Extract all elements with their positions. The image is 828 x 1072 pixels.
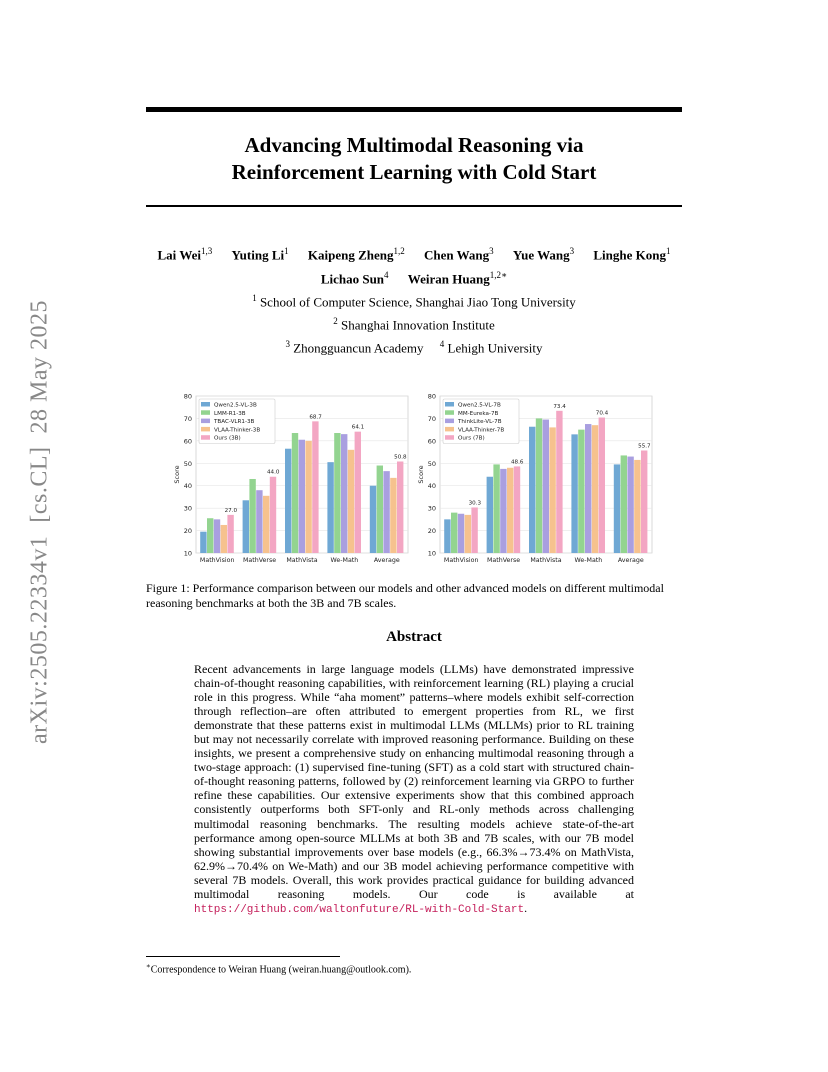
bar	[451, 513, 457, 553]
bar	[458, 514, 464, 553]
affiliation: $^3$ Zhongguancun Academy $^4$ Lehigh University	[285, 338, 543, 355]
abstract-text: Recent advancements in large language models (LLMs) have demonstrated impressive chain-of-thought reasoning capabilities, with reinforcement learning (RL) playing a crucial role in this progress. While “aha moment” patterns–where models exhibit self-correction through reflection–are often attributed to emergent properties from RL, we first demonstrate that these patterns exist in multimodal LLMs (MLLMs) prior to RL training but may not necessarily correlate with improved reasoning performance. Building on these insights, we present a comprehensive study on enhancing multimodal reasoning through a two-stage approach: (1) supervised fine-tuning (SFT) as a cold start with structured chain-of-thought reasoning patterns, followed by (2) reinforcement learning via GRPO to further refine these capabilities. Our extensive experiments show that this combined approach consistently outperforms both SFT-only and RL-only methods across challenging multimodal reasoning benchmarks. The resulting models achieve state-of-the-art performance among open-source MLLMs at both 3B and 7B scales, with our 7B model showing substantial improvements over base models (e.g., 66.3%→73.4% on MathVista, 62.9%→70.4% on We-Math) and our 3B model achieving performance competitive with several 7B models. Overall, this work provides practical guidance for building advanced multimodal reasoning models. Our code is available at	[194, 662, 634, 901]
bar	[200, 532, 206, 553]
affiliations	[140, 289, 688, 357]
y-tick-label: 40	[183, 482, 192, 491]
x-tick-label: MathVerse	[242, 557, 277, 564]
legend-swatch	[445, 402, 454, 407]
bar	[549, 427, 555, 553]
bar	[397, 461, 403, 553]
bar	[536, 418, 542, 553]
bar	[256, 490, 262, 553]
legend-label: TBAC-VLR1-3B	[214, 419, 255, 426]
affiliation: $^1$ School of Computer Science, Shanghai Jiao Tong University	[252, 293, 576, 310]
x-tick-label: MathVerse	[486, 557, 521, 564]
paper-title	[146, 132, 682, 186]
legend-label: MM-Eureka-7B	[458, 410, 499, 417]
bar	[305, 441, 311, 553]
legend-label: Qwen2.5-VL-7B	[458, 402, 501, 409]
bar	[383, 471, 389, 553]
bar	[507, 468, 513, 553]
legend-swatch	[201, 410, 210, 415]
bar	[227, 515, 233, 553]
bar	[444, 519, 450, 553]
bar	[578, 430, 584, 553]
bar	[571, 434, 577, 553]
x-tick-label: Average	[617, 557, 644, 564]
bar	[471, 507, 477, 553]
bar	[599, 418, 605, 553]
y-tick-label: 20	[183, 527, 192, 536]
y-tick-label: 80	[183, 392, 192, 401]
affiliation: $^2$ Shanghai Innovation Institute	[333, 315, 495, 333]
bar	[312, 421, 318, 553]
y-tick-label: 20	[427, 527, 436, 536]
y-tick-label: 30	[183, 504, 192, 513]
legend-swatch	[201, 435, 210, 440]
bar	[370, 486, 376, 553]
bar	[543, 420, 549, 553]
data-label: 68.7	[309, 414, 322, 421]
abstract-heading: Abstract	[386, 629, 442, 645]
arxiv-stamp: arXiv:2505.22334v1 [cs.CL] 28 May 2025	[26, 300, 53, 744]
top-rule	[146, 107, 682, 112]
figure-caption: Figure 1: Performance comparison between our models and other advanced models on different multimodal reasoning benchmarks at both the 3B and 7B scales.	[146, 581, 664, 610]
chart-7b	[416, 388, 656, 581]
author: Yuting Li$^1$	[231, 246, 289, 263]
bar	[292, 433, 298, 553]
bar	[221, 525, 227, 553]
bar	[592, 425, 598, 553]
bar	[214, 519, 220, 553]
bar	[377, 466, 383, 553]
bar	[249, 479, 255, 553]
bar	[514, 466, 520, 553]
legend-label: VLAA-Thinker-3B	[214, 427, 261, 434]
data-label: 27.0	[224, 507, 238, 514]
data-label: 70.4	[595, 410, 609, 417]
bar	[243, 500, 249, 553]
data-label: 73.4	[553, 403, 566, 410]
bar	[465, 515, 471, 553]
legend-swatch	[201, 419, 210, 424]
legend-label: VLAA-Thinker-7B	[458, 427, 505, 434]
abstract-end: .	[524, 900, 528, 915]
y-axis-label: Score	[173, 465, 181, 484]
bar	[390, 478, 396, 553]
y-tick-label: 10	[183, 549, 192, 558]
bar	[585, 424, 591, 553]
title-line-1: Advancing Multimodal Reasoning via	[244, 133, 584, 157]
y-tick-label: 60	[183, 437, 192, 446]
legend-label: Ours (3B)	[214, 435, 241, 442]
legend-swatch	[445, 427, 454, 432]
x-tick-label: We-Math	[330, 557, 359, 564]
legend-label: LMM-R1-3B	[214, 410, 246, 417]
legend-swatch	[445, 435, 454, 440]
bar	[627, 457, 633, 553]
legend-label: Ours (7B)	[458, 435, 485, 442]
bar	[270, 477, 276, 553]
bar	[529, 427, 535, 553]
bar-chart-7b	[416, 388, 656, 576]
x-tick-label: Average	[373, 557, 400, 564]
chart-3b	[172, 388, 412, 581]
bar	[285, 449, 291, 553]
bar	[355, 432, 361, 553]
bar	[493, 464, 499, 553]
bar	[348, 450, 354, 553]
y-tick-label: 80	[427, 392, 436, 401]
abstract-body	[194, 662, 634, 917]
bar	[634, 460, 640, 553]
x-tick-label: MathVista	[286, 557, 318, 564]
x-tick-label: MathVision	[199, 557, 235, 564]
footnote: ∗Correspondence to Weiran Huang (weiran.huang@outlook.com).	[146, 962, 412, 976]
bar	[556, 411, 562, 553]
data-label: 55.7	[638, 443, 651, 450]
bar	[341, 434, 347, 553]
legend-swatch	[445, 419, 454, 424]
author: Linghe Kong$^1$	[593, 246, 671, 263]
bar	[299, 440, 305, 553]
y-tick-label: 50	[427, 459, 436, 468]
code-link[interactable]: https://github.com/waltonfuture/RL-with-Cold-Start	[194, 903, 525, 916]
author: Lichao Sun$^4$	[320, 270, 389, 287]
y-tick-label: 60	[427, 437, 436, 446]
legend-swatch	[201, 427, 210, 432]
y-tick-label: 10	[427, 549, 436, 558]
data-label: 50.8	[394, 454, 407, 461]
bar	[500, 469, 506, 553]
x-tick-label: MathVista	[530, 557, 562, 564]
data-label: 30.3	[468, 500, 482, 507]
bar	[487, 477, 493, 553]
author: Kaipeng Zheng$^{1,2}$	[307, 246, 405, 263]
legend-swatch	[201, 402, 210, 407]
y-tick-label: 70	[183, 414, 192, 423]
bar	[621, 455, 627, 553]
data-label: 44.0	[266, 469, 280, 476]
author: Lai Wei$^{1,3}$	[157, 246, 213, 263]
bar	[614, 464, 620, 553]
bar	[334, 433, 340, 553]
x-tick-label: MathVision	[443, 557, 479, 564]
bar	[641, 451, 647, 553]
bar	[263, 496, 269, 553]
x-tick-label: We-Math	[574, 557, 603, 564]
y-tick-label: 70	[427, 414, 436, 423]
title-rule	[146, 205, 682, 207]
bar	[207, 518, 213, 553]
data-label: 48.6	[510, 459, 524, 466]
title-line-2: Reinforcement Learning with Cold Start	[231, 160, 597, 184]
y-axis-label: Score	[417, 465, 425, 484]
legend-label: ThinkLite-VL-7B	[458, 419, 502, 426]
bar-chart-3b	[172, 388, 412, 576]
y-tick-label: 30	[427, 504, 436, 513]
legend-swatch	[445, 410, 454, 415]
footnote-rule	[146, 956, 340, 957]
author: Chen Wang$^3$	[423, 246, 494, 263]
author: Yue Wang$^3$	[512, 246, 575, 263]
author-list	[140, 241, 688, 290]
bar	[327, 462, 333, 553]
y-tick-label: 40	[427, 482, 436, 491]
legend-label: Qwen2.5-VL-3B	[214, 402, 257, 409]
author: Weiran Huang$^{1,2∗}$	[407, 270, 508, 287]
data-label: 64.1	[351, 424, 365, 431]
y-tick-label: 50	[183, 459, 192, 468]
